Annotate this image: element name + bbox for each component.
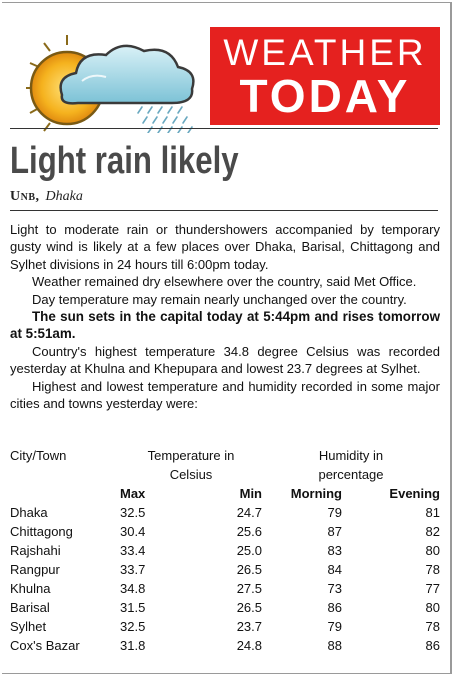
cell-city: Khulna — [10, 581, 51, 596]
cell-max: 32.5 — [120, 619, 146, 634]
table-row — [10, 522, 440, 541]
top-divider — [10, 128, 438, 129]
cell-evening: 78 — [425, 562, 440, 577]
subheader-max: Max — [120, 486, 146, 501]
cell-morning: 88 — [327, 638, 342, 653]
byline — [10, 189, 83, 205]
header-temperature: Temperature in — [147, 448, 235, 463]
header-temperature-unit: Celsius — [169, 467, 213, 482]
cell-city: Chittagong — [10, 524, 73, 539]
banner-line-1: WEATHER — [223, 32, 427, 73]
table-header-row-2 — [10, 465, 440, 484]
cell-min: 23.7 — [236, 619, 262, 634]
cell-morning: 73 — [327, 581, 342, 596]
table-row — [10, 636, 440, 655]
paragraph-5: Country's highest temperature 34.8 degree Celsius was recorded yesterday at Khulna and Khepupara and lowest 23.7 degrees at Sylhet. — [10, 343, 440, 377]
cell-evening: 78 — [425, 619, 440, 634]
cell-city: Rangpur — [10, 562, 60, 577]
cell-morning: 84 — [327, 562, 342, 577]
weather-today-banner — [210, 27, 440, 125]
byline-place: Dhaka — [45, 189, 83, 204]
byline-agency: Unb, — [10, 189, 40, 204]
paragraph-6: Highest and lowest temperature and humidity recorded in some major cities and towns yesterday were: — [10, 378, 440, 412]
cell-min: 26.5 — [236, 600, 262, 615]
subheader-min: Min — [239, 486, 262, 501]
cell-max: 33.4 — [120, 543, 146, 558]
table-row — [10, 617, 440, 636]
header-humidity: Humidity in — [318, 448, 384, 463]
table-subheader-row — [10, 484, 440, 503]
table-row — [10, 541, 440, 560]
cell-max: 34.8 — [120, 581, 146, 596]
cell-min: 24.8 — [236, 638, 262, 653]
cell-evening: 82 — [425, 524, 440, 539]
table-row — [10, 560, 440, 579]
weather-illustration — [22, 33, 222, 133]
cell-min: 25.6 — [236, 524, 262, 539]
banner-line-2: TODAY — [239, 70, 411, 122]
cell-city: Barisal — [10, 600, 50, 615]
cell-min: 24.7 — [236, 505, 262, 520]
cell-min: 27.5 — [236, 581, 262, 596]
cell-min: 26.5 — [236, 562, 262, 577]
cell-max: 31.5 — [120, 600, 146, 615]
table-row — [10, 579, 440, 598]
paragraph-4: The sun sets in the capital today at 5:44pm and rises tomorrow at 5:51am. — [10, 309, 440, 342]
cell-max: 32.5 — [120, 505, 146, 520]
weather-table — [10, 446, 440, 655]
paragraph-3: Day temperature may remain nearly unchanged over the country. — [32, 291, 407, 307]
article-frame — [2, 2, 452, 674]
subheader-evening: Evening — [389, 486, 440, 501]
cell-morning: 79 — [327, 505, 342, 520]
cell-morning: 87 — [327, 524, 342, 539]
cell-city: Rajshahi — [10, 543, 61, 558]
cell-evening: 77 — [425, 581, 440, 596]
cell-city: Dhaka — [10, 505, 48, 520]
rain-icon — [138, 107, 192, 133]
paragraph-2: Weather remained dry elsewhere over the country, said Met Office. — [32, 274, 417, 290]
cell-evening: 81 — [425, 505, 440, 520]
cell-evening: 80 — [425, 543, 440, 558]
cell-min: 25.0 — [236, 543, 262, 558]
cell-evening: 80 — [425, 600, 440, 615]
table-row — [10, 598, 440, 617]
table-header-row-1 — [10, 446, 440, 465]
table-row — [10, 503, 440, 522]
cell-city: Cox's Bazar — [10, 638, 80, 653]
cell-max: 30.4 — [120, 524, 146, 539]
cell-morning: 86 — [327, 600, 342, 615]
cell-max: 33.7 — [120, 562, 146, 577]
paragraph-1: Light to moderate rain or thundershowers accompanied by temporary gusty wind is likely at a few places over Dhaka, Barisal, Chittagong and Sylhet divisions in 24 hours till 6:00pm today. — [10, 222, 440, 272]
cell-morning: 79 — [327, 619, 342, 634]
headline: Light rain likely — [10, 140, 239, 182]
header-humidity-unit: percentage — [318, 467, 384, 482]
byline-divider — [10, 210, 438, 211]
cell-morning: 83 — [327, 543, 342, 558]
cell-max: 31.8 — [120, 638, 146, 653]
cell-city: Sylhet — [10, 619, 47, 634]
cell-evening: 86 — [425, 638, 440, 653]
subheader-morning: Morning — [290, 486, 342, 501]
header-city: City/Town — [10, 448, 67, 463]
article-body — [10, 221, 448, 412]
